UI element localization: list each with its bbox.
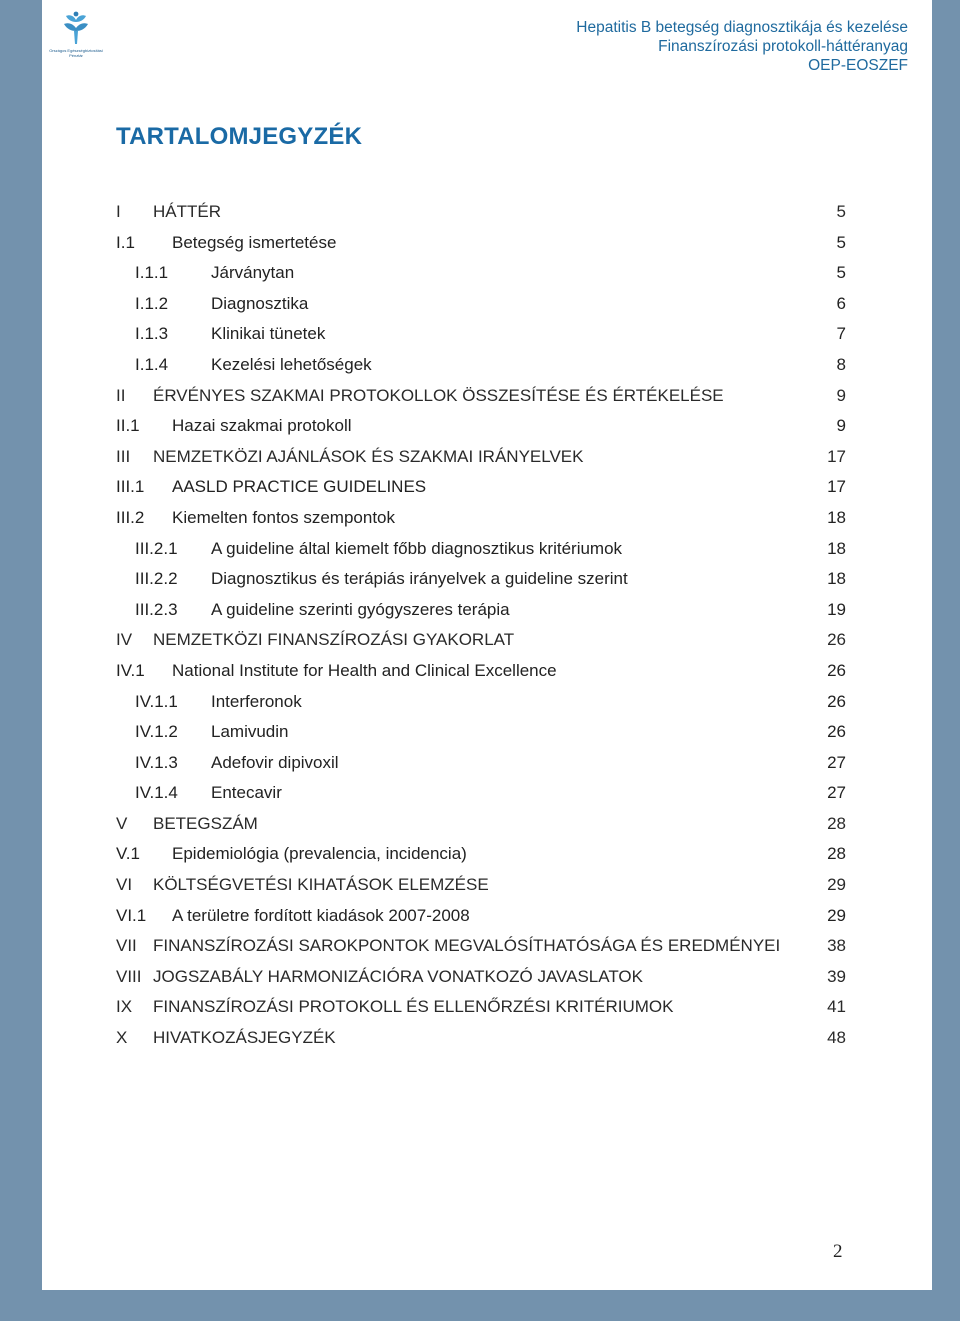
toc-entry-title: JOGSZABÁLY HARMONIZÁCIÓRA VONATKOZÓ JAVASLATOK xyxy=(153,966,643,986)
toc-entry-title: HIVATKOZÁSJEGYZÉK xyxy=(153,1028,336,1048)
toc-entry-page: 6 xyxy=(836,293,846,313)
toc-entry-number: IV.1.3 xyxy=(135,752,178,772)
toc-entry-title: Entecavir xyxy=(211,783,282,803)
toc-entry-title: Kezelési lehetőségek xyxy=(211,354,372,374)
toc-entry-title: A guideline szerinti gyógyszeres terápia xyxy=(211,599,510,619)
toc-entry-number: III.2.2 xyxy=(135,569,178,589)
toc-entry[interactable] xyxy=(116,197,846,228)
toc-entry[interactable] xyxy=(116,870,846,901)
toc-entry-title: Kiemelten fontos szempontok xyxy=(172,507,396,527)
toc-entry[interactable] xyxy=(116,381,846,412)
toc-entry-page: 8 xyxy=(836,354,846,374)
toc-entry-page: 17 xyxy=(827,477,846,497)
toc-entry-page: 39 xyxy=(827,966,846,986)
running-header xyxy=(576,18,908,75)
toc-entry-page: 26 xyxy=(827,691,846,711)
toc-entry-number: VII xyxy=(116,936,137,956)
toc-entry-number: II.1 xyxy=(116,416,140,436)
toc-entry[interactable] xyxy=(116,1023,846,1054)
toc-entry-title: BETEGSZÁM xyxy=(153,813,258,833)
toc-entry[interactable] xyxy=(116,901,846,932)
toc-entry-title: NEMZETKÖZI AJÁNLÁSOK ÉS SZAKMAI IRÁNYELVEK xyxy=(153,446,584,466)
toc-entry[interactable] xyxy=(116,534,846,565)
toc-entry[interactable] xyxy=(116,839,846,870)
toc-entry-number: I xyxy=(116,202,121,221)
toc-entry-number: V xyxy=(116,813,128,833)
toc-entry-title: Járványtan xyxy=(211,263,295,283)
toc-entry-title: A guideline által kiemelt főbb diagnosztikus kritériumok xyxy=(211,538,623,558)
toc-entry-number: X xyxy=(116,1028,128,1048)
toc-entry-page: 29 xyxy=(827,875,846,895)
toc-entry-number: II xyxy=(116,385,126,405)
header-document-subtitle: Finanszírozási protokoll-háttéranyag xyxy=(658,38,908,55)
toc-entry-page: 48 xyxy=(827,1028,846,1048)
toc-entry-page: 19 xyxy=(827,599,846,619)
toc-entry-number: III.2.3 xyxy=(135,599,178,619)
page-number: 2 xyxy=(833,1241,843,1262)
toc-entry-title: Diagnosztikus és terápiás irányelvek a guideline szerint xyxy=(211,569,628,589)
toc-entry[interactable] xyxy=(116,442,846,473)
toc-entry[interactable] xyxy=(116,289,846,320)
toc-entry-title: KÖLTSÉGVETÉSI KIHATÁSOK ELEMZÉSE xyxy=(153,875,489,895)
toc-entry[interactable] xyxy=(116,748,846,779)
toc-entry-title: HÁTTÉR xyxy=(153,202,221,221)
toc-entry-number: III.2 xyxy=(116,507,145,527)
toc-entry-page: 27 xyxy=(827,783,846,803)
header-organization: OEP-EOSZEF xyxy=(808,57,908,74)
toc-entry-page: 5 xyxy=(836,232,846,252)
toc-entry-number: IV.1.4 xyxy=(135,783,178,803)
toc-entry-page: 26 xyxy=(827,630,846,650)
toc-entry-number: IV.1.1 xyxy=(135,691,178,711)
toc-entry-title: FINANSZÍROZÁSI PROTOKOLL ÉS ELLENŐRZÉSI KRITÉRIUMOK xyxy=(153,997,674,1017)
toc-entry[interactable] xyxy=(116,809,846,840)
toc-entry-page: 9 xyxy=(836,416,846,436)
toc-entry-page: 17 xyxy=(827,446,846,466)
toc-entry-number: I.1 xyxy=(116,232,135,252)
toc-entry-page: 28 xyxy=(827,813,846,833)
toc-entry-number: I.1.2 xyxy=(135,293,169,313)
toc-entry-page: 7 xyxy=(836,324,846,344)
toc-entry-title: Lamivudin xyxy=(211,722,289,742)
toc-entry-title: NEMZETKÖZI FINANSZÍROZÁSI GYAKORLAT xyxy=(153,630,515,650)
toc-entry-number: IV xyxy=(116,630,133,650)
toc-entry-title: Hazai szakmai protokoll xyxy=(172,416,352,436)
logo-caption xyxy=(46,48,106,58)
toc-entry[interactable] xyxy=(116,962,846,993)
toc-entry-number: I.1.4 xyxy=(135,354,169,374)
toc-entry-page: 18 xyxy=(827,507,846,527)
toc-entry-number: V.1 xyxy=(116,844,140,864)
toc-entry-number: IV.1.2 xyxy=(135,722,178,742)
toc-entry-number: VI xyxy=(116,875,133,895)
oep-logo xyxy=(46,10,106,66)
toc-entry-title: AASLD PRACTICE GUIDELINES xyxy=(172,477,427,497)
toc-entry-number: IV.1 xyxy=(116,660,145,680)
toc-entry[interactable] xyxy=(116,228,846,259)
toc-entry[interactable] xyxy=(116,625,846,656)
toc-entry-number: IX xyxy=(116,997,133,1017)
toc-entry-title: Adefovir dipivoxil xyxy=(211,752,339,772)
toc-entry[interactable] xyxy=(116,319,846,350)
toc-entry[interactable] xyxy=(116,778,846,809)
logo-caption-line2: Pénztár xyxy=(69,53,83,58)
toc-entry-number: I.1.3 xyxy=(135,324,169,344)
toc-entry-page: 5 xyxy=(836,202,846,221)
toc-entry[interactable] xyxy=(116,472,846,503)
toc-entry[interactable] xyxy=(116,687,846,718)
toc-entry-page: 28 xyxy=(827,844,846,864)
toc-entry-page: 26 xyxy=(827,660,846,680)
toc-entry-title: Diagnosztika xyxy=(211,293,309,313)
toc-entry-title: Klinikai tünetek xyxy=(211,324,326,344)
header-document-title: Hepatitis B betegség diagnosztikája és kezelése xyxy=(576,19,908,36)
toc-entry-title: ÉRVÉNYES SZAKMAI PROTOKOLLOK ÖSSZESÍTÉSE ÉS ÉRTÉKELÉSE xyxy=(153,385,724,405)
toc-entry-number: VI.1 xyxy=(116,905,147,925)
table-of-contents xyxy=(116,197,846,1054)
toc-entry[interactable] xyxy=(116,656,846,687)
toc-entry-title: FINANSZÍROZÁSI SAROKPONTOK MEGVALÓSÍTHATÓSÁGA ÉS EREDMÉNYEI xyxy=(153,936,781,956)
toc-entry-page: 5 xyxy=(836,263,846,283)
toc-entry[interactable] xyxy=(116,595,846,626)
toc-entry-title: Interferonok xyxy=(211,691,302,711)
toc-entry-title: National Institute for Health and Clinical Excellence xyxy=(172,660,557,680)
toc-entry-title: Epidemiológia (prevalencia, incidencia) xyxy=(172,844,467,864)
toc-entry-number: I.1.1 xyxy=(135,263,169,283)
logo-caption-line1: Országos Egészségbiztosítási xyxy=(49,48,103,53)
toc-entry-page: 29 xyxy=(827,905,846,925)
toc-entry-page: 38 xyxy=(827,936,846,956)
toc-entry-page: 41 xyxy=(827,997,846,1017)
toc-entry[interactable] xyxy=(116,992,846,1023)
toc-entry-page: 9 xyxy=(836,385,846,405)
toc-entry[interactable] xyxy=(116,717,846,748)
toc-entry-page: 27 xyxy=(827,752,846,772)
toc-entry-number: VIII xyxy=(116,966,142,986)
document-page xyxy=(42,0,932,1290)
toc-entry-title: A területre fordított kiadások 2007-2008 xyxy=(172,905,470,925)
toc-entry[interactable] xyxy=(116,350,846,381)
toc-entry[interactable] xyxy=(116,411,846,442)
toc-entry-number: III.1 xyxy=(116,477,145,497)
toc-entry-number: III xyxy=(116,446,131,466)
toc-entry-page: 18 xyxy=(827,538,846,558)
toc-entry[interactable] xyxy=(116,258,846,289)
toc-entry[interactable] xyxy=(116,503,846,534)
toc-entry-number: III.2.1 xyxy=(135,538,178,558)
page-title: TARTALOMJEGYZÉK xyxy=(116,123,363,150)
toc-entry-page: 26 xyxy=(827,722,846,742)
toc-entry-title: Betegség ismertetése xyxy=(172,232,337,252)
toc-entry[interactable] xyxy=(116,564,846,595)
toc-entry-page: 18 xyxy=(827,569,846,589)
toc-entry[interactable] xyxy=(116,931,846,962)
oep-logo-icon xyxy=(46,10,106,48)
